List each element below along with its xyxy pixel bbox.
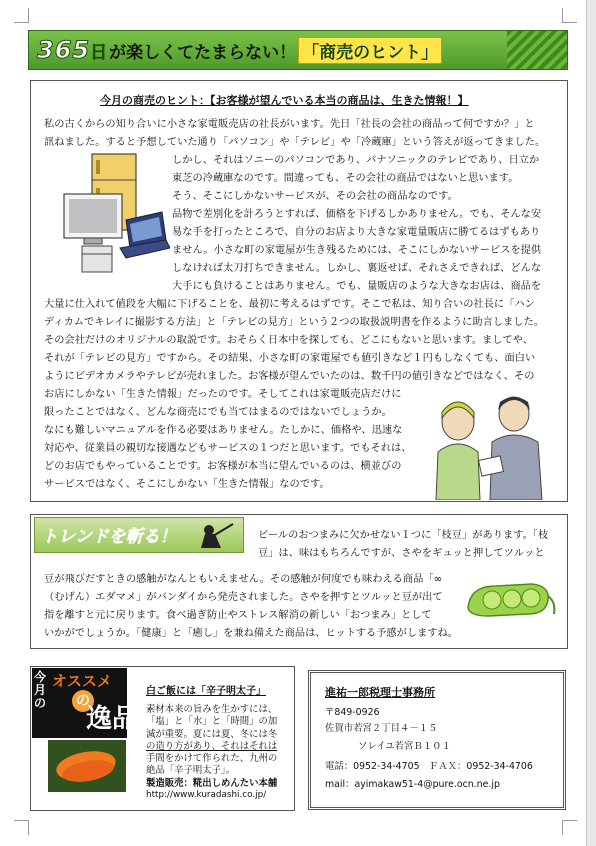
crop-mark bbox=[562, 820, 577, 835]
office-email[interactable]: mail：ayimakaw51-4@pure.ocn.ne.jp bbox=[325, 779, 500, 790]
trend-line: 指を離すと元に戻ります。食べ過ぎ防止やストレス解消の新しい「おつまみ」として bbox=[44, 610, 432, 621]
article-title: 今月の商売のヒント：【お客様が望んでいる本当の商品は、生きた情報！】 bbox=[100, 94, 469, 107]
article-line: 大手にも負けることはありません。でも、量販店のような大きなお店は、商品を bbox=[172, 281, 542, 292]
page-edge bbox=[586, 0, 596, 846]
article-line: それが「テレビの見方」ですから。その結果、小さな町の家電屋でも値引きなど１円もしなくても、面白い bbox=[44, 353, 536, 364]
recommend-caption: 白ご飯には「辛子明太子」 bbox=[146, 686, 266, 697]
article-line: 品物で差別化を計ろうとすれば、価格を下げるしかありません。でも、そんな安 bbox=[172, 209, 542, 220]
trend-logo bbox=[34, 517, 244, 553]
article-line: 私の古くからの知り合いに小さな家電販売店の社長がいます。先日「社長の会社の商品って何ですか？」と bbox=[44, 119, 535, 130]
article-line: ディカムでキレイに撮影する方法」と「テレビの見方」という２つの取扱説明書を作るように助言しました。 bbox=[44, 317, 544, 328]
crop-mark bbox=[14, 820, 29, 835]
recommend-line: 「塩」と「水」と「時間」の加 bbox=[146, 716, 278, 728]
recommend-line: 素材本来の旨みを生かすには、 bbox=[146, 704, 278, 715]
trend-line: 豆」は、味はもちろんですが、さやをギュッと押してツルッと bbox=[258, 548, 545, 559]
appliances-illustration bbox=[60, 150, 170, 278]
article-line: ようにビデオカメラやテレビが売れました。お客様が望んでいたのは、数千円の値引きなどではなく、その bbox=[44, 371, 535, 382]
recommend-body bbox=[146, 704, 277, 790]
article-line: お店にしかない「生きた情報」だったのです。そしてこれは家電販売店だけに bbox=[44, 389, 402, 400]
office-zip: 〒849-0926 bbox=[325, 707, 380, 718]
recommend-maker: 製造販売：糀出しめんたい本舗 bbox=[146, 777, 278, 789]
article-line: そう、そこにしかないサービスが、その会社の商品なのです。 bbox=[172, 191, 458, 202]
recommend-line: 絶品「辛子明太子」。 bbox=[146, 765, 236, 777]
banner-number: 365 bbox=[37, 36, 91, 64]
trend-line: ビールのおつまみに欠かせない１つに「枝豆」があります。「枝 bbox=[258, 530, 549, 541]
office-name: 進祐一郎税理士事務所 bbox=[325, 686, 435, 699]
article-line: 大量に仕入れて値段を大幅に下げることを、最初に考えるはずです。そこで私は、知り合いの社長に「ハン bbox=[44, 299, 535, 310]
trend-line: いかがでしょうか。「健康」と「癒し」を兼ね備えた商品は、ヒットする予感がしますね。 bbox=[44, 628, 459, 639]
header-banner bbox=[28, 30, 568, 70]
office-tel-fax: 電話：0952-34-4705 ＦＡＸ：0952-34-4706 bbox=[325, 761, 533, 772]
article-line: なにも難しいマニュアルを作る必要はありません。たしかに、価格や、迅速な bbox=[44, 425, 403, 436]
banner-stripes bbox=[507, 31, 567, 69]
article-line: 訊ねました。すると予想していた通り「パソコン」や「テレビ」や「冷蔵庫」という答えが返ってきました。 bbox=[44, 137, 546, 148]
trend-logo-text: トレンドを斬る！ bbox=[41, 527, 177, 547]
article-line: サービスではなく、そこにしかない「生きた情報」なのです。 bbox=[44, 479, 330, 490]
mentaiko-photo bbox=[48, 740, 126, 792]
article-line: しかし、それはソニーのパソコンであり、パナソニックのテレビであり、日立か bbox=[172, 155, 540, 166]
banner-day: 日 bbox=[90, 42, 108, 63]
recommend-line: 減が重要。夏には夏、冬には冬 bbox=[146, 728, 278, 740]
recommend-line: 手間をかけて作られた、九州の bbox=[146, 753, 278, 765]
article-line: ません。小さな町の家電屋が生き残るためには、そこにしかないサービスを提供 bbox=[172, 245, 542, 256]
crop-mark bbox=[14, 8, 29, 23]
recommend-logo-ippin: 逸品 bbox=[86, 704, 139, 734]
article-line: どのお店でもやっていることです。お客様が本当に望んでいるのは、横並びの bbox=[44, 461, 402, 472]
edamame-illustration bbox=[462, 574, 558, 624]
banner-title bbox=[37, 34, 442, 66]
office-address-1: 佐賀市若宮２丁目４－１５ bbox=[325, 723, 438, 734]
office-address-2: ソレイユ若宮Ｂ１０１ bbox=[358, 741, 451, 752]
article-line: 易な手を打ったところで、自分のお店より大きな家電量販店に勝てるはずもあり bbox=[172, 227, 541, 238]
crop-mark bbox=[562, 8, 577, 23]
article-line: 対応や、従業員の親切な接遇などもサービスの１つだと思います。でもそれは、 bbox=[44, 443, 412, 454]
article-line: 東芝の冷蔵庫なのです。間違っても、その会社の商品ではないと思います。 bbox=[172, 173, 519, 184]
recommend-logo-no: の bbox=[72, 690, 94, 712]
recommend-url-link[interactable]: http://www.kuradashi.co.jp/ bbox=[146, 790, 267, 800]
samurai-icon bbox=[195, 522, 235, 548]
banner-hint-label: 「商売のヒント」 bbox=[298, 37, 442, 64]
recommend-line: の造り方があり、それはそれは bbox=[146, 740, 278, 752]
article-line: その会社だけのオリジナルの取説です。おそらく日本中を探しても、どこにもないと思います。ましてや、 bbox=[44, 335, 534, 346]
recommend-logo-osusume: オススメ bbox=[52, 672, 112, 690]
recommend-logo-kanji: 今月の bbox=[34, 670, 47, 710]
article-line: しなければ太刀打ちできません。しかし、裏返せば、それさえできれば、どんな bbox=[172, 263, 542, 274]
trend-line: （むげん）エダマメ」がバンダイから発売されました。さやを押すとツルッと豆が出て bbox=[44, 592, 443, 603]
customer-clerk-illustration bbox=[434, 392, 546, 500]
banner-main-text: が楽しくてたまらない！ bbox=[109, 42, 297, 63]
trend-line: 豆が飛びだすときの感触がなんともいえません。その感触が何度でも味わえる商品「∞ bbox=[44, 574, 443, 585]
article-line: 限ったことではなく、どんな商売にでも当てはまるのではないでしょうか。 bbox=[44, 407, 392, 418]
